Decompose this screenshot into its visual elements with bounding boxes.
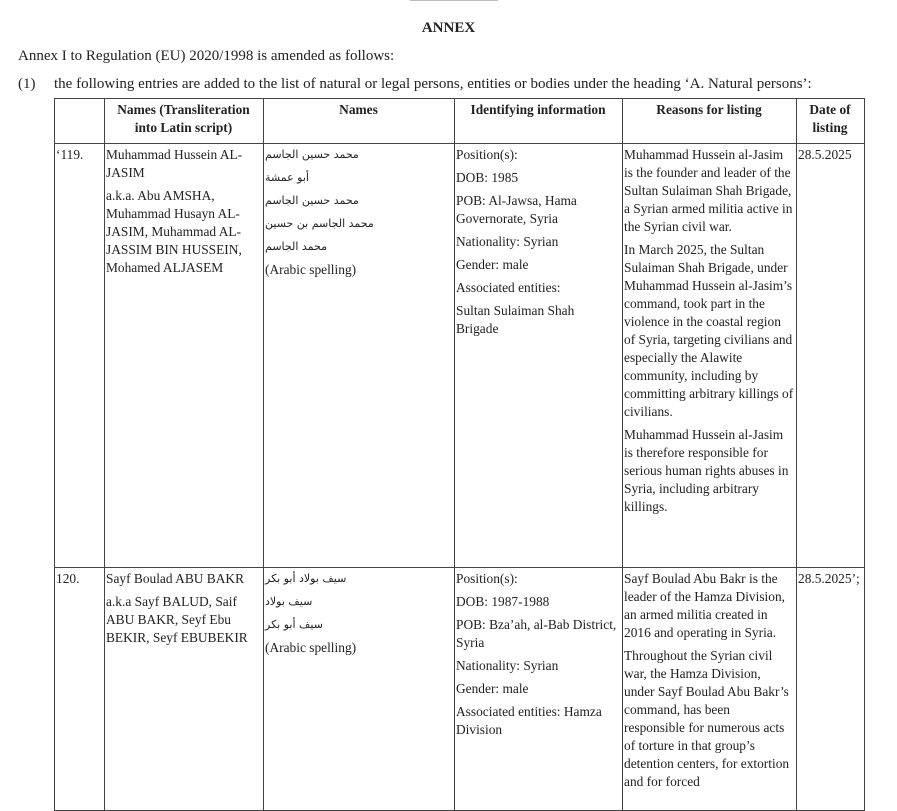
arabic-name: سيف أبو بكر — [265, 618, 323, 631]
entry-arabic-names — [264, 144, 455, 568]
id-line: Sultan Sulaiman Shah Brigade — [456, 303, 575, 336]
reason-paragraph: Muhammad Hussein al-Jasim is therefore responsible for serious human rights abuses in Syria, including arbitrary killings. — [624, 427, 789, 514]
header-number — [55, 99, 105, 144]
reason-paragraph: Muhammad Hussein al-Jasim is the founder and leader of the Sultan Sulaiman Shah Brigade, a Syrian armed militia active in the Syrian civil war. — [624, 147, 793, 234]
reason-paragraph: Sayf Boulad Abu Bakr is the leader of the Hamza Division, an armed militia created in 2016 and operating in Syria. — [624, 571, 786, 640]
entry-reasons — [623, 568, 797, 811]
entry-number: ‘119. — [55, 144, 105, 568]
natural-persons-table — [54, 98, 865, 811]
arabic-spelling-note: (Arabic spelling) — [265, 262, 357, 277]
entry-identifying-info — [455, 144, 623, 568]
table-header-row — [55, 99, 865, 144]
entry-identifying-info — [455, 568, 623, 811]
intro-text: Annex I to Regulation (EU) 2020/1998 is amended as follows: — [18, 48, 395, 64]
header-names: Names — [264, 99, 455, 144]
annex-heading: ANNEX — [421, 20, 476, 36]
entry-aka: a.k.a. Abu AMSHA, Muhammad Husayn AL-JASIM, Muhammad AL-JASSIM BIN HUSSEIN, Mohamed ALJASEM — [106, 188, 242, 275]
id-line: Gender: male — [456, 257, 529, 272]
entry-aka: a.k.a Sayf BALUD, Saif ABU BAKR, Seyf Ebu BEKIR, Seyf EBUBEKIR — [106, 594, 248, 645]
header-names-translit: Names (Transliteration into Latin script) — [105, 99, 264, 144]
amendment-item — [18, 76, 812, 93]
reason-paragraph: In March 2025, the Sultan Sulaiman Shah Brigade, under Muhammad Hussein al-Jasim’s command, took part in the violence in the coastal region of Syria, targeting civilians and especially the Alawite community, including by committing arbitrary killings of civilians. — [624, 242, 794, 419]
id-line: Nationality: Syrian — [456, 658, 559, 673]
entry-date: 28.5.2025 — [797, 144, 865, 568]
arabic-name: محمد الجاسم بن حسين — [265, 217, 374, 230]
table-row — [55, 144, 865, 568]
entry-reasons — [623, 144, 797, 568]
arabic-name: سيف بولاد — [265, 595, 313, 608]
entry-number: 120. — [55, 568, 105, 811]
table-row — [55, 568, 865, 811]
arabic-name: محمد حسين الجاسم — [265, 194, 359, 207]
arabic-name: أبو عمشة — [265, 171, 309, 184]
entry-main-name: Muhammad Hussein AL-JASIM — [106, 147, 243, 180]
id-line: Associated entities: — [456, 280, 561, 295]
id-line: POB: Bza’ah, al-Bab District, Syria — [456, 617, 617, 650]
entry-date: 28.5.2025’; — [797, 568, 865, 811]
id-line: Gender: male — [456, 681, 529, 696]
header-reasons: Reasons for listing — [623, 99, 797, 144]
id-line: Position(s): — [456, 147, 518, 162]
id-line: Associated entities: Hamza Division — [456, 704, 602, 737]
arabic-name: محمد الجاسم — [265, 240, 328, 253]
arabic-name: محمد حسين الجاسم — [265, 148, 359, 161]
entry-latin-names — [105, 568, 264, 811]
reason-paragraph: Throughout the Syrian civil war, the Hamza Division, under Sayf Boulad Abu Bakr’s command, has been responsible for numerous acts of torture in that group’s detention centers, for extortion and for forced — [624, 648, 790, 789]
entry-arabic-names — [264, 568, 455, 811]
id-line: DOB: 1985 — [456, 170, 519, 185]
entry-main-name: Sayf Boulad ABU BAKR — [106, 571, 245, 586]
id-line: Nationality: Syrian — [456, 234, 559, 249]
top-rule — [410, 0, 498, 1]
arabic-name: سيف بولاد أبو بكر — [265, 572, 347, 585]
id-line: DOB: 1987-1988 — [456, 594, 550, 609]
id-line: Position(s): — [456, 571, 518, 586]
arabic-spelling-note: (Arabic spelling) — [265, 640, 357, 655]
header-identifying: Identifying information — [455, 99, 623, 144]
item-number: (1) — [18, 76, 36, 92]
item-text: the following entries are added to the list of natural or legal persons, entities or bodies under the heading ‘A. Natural persons’: — [54, 76, 812, 92]
id-line: POB: Al-Jawsa, Hama Governorate, Syria — [456, 193, 577, 226]
entry-latin-names — [105, 144, 264, 568]
header-date: Date of listing — [797, 99, 865, 144]
